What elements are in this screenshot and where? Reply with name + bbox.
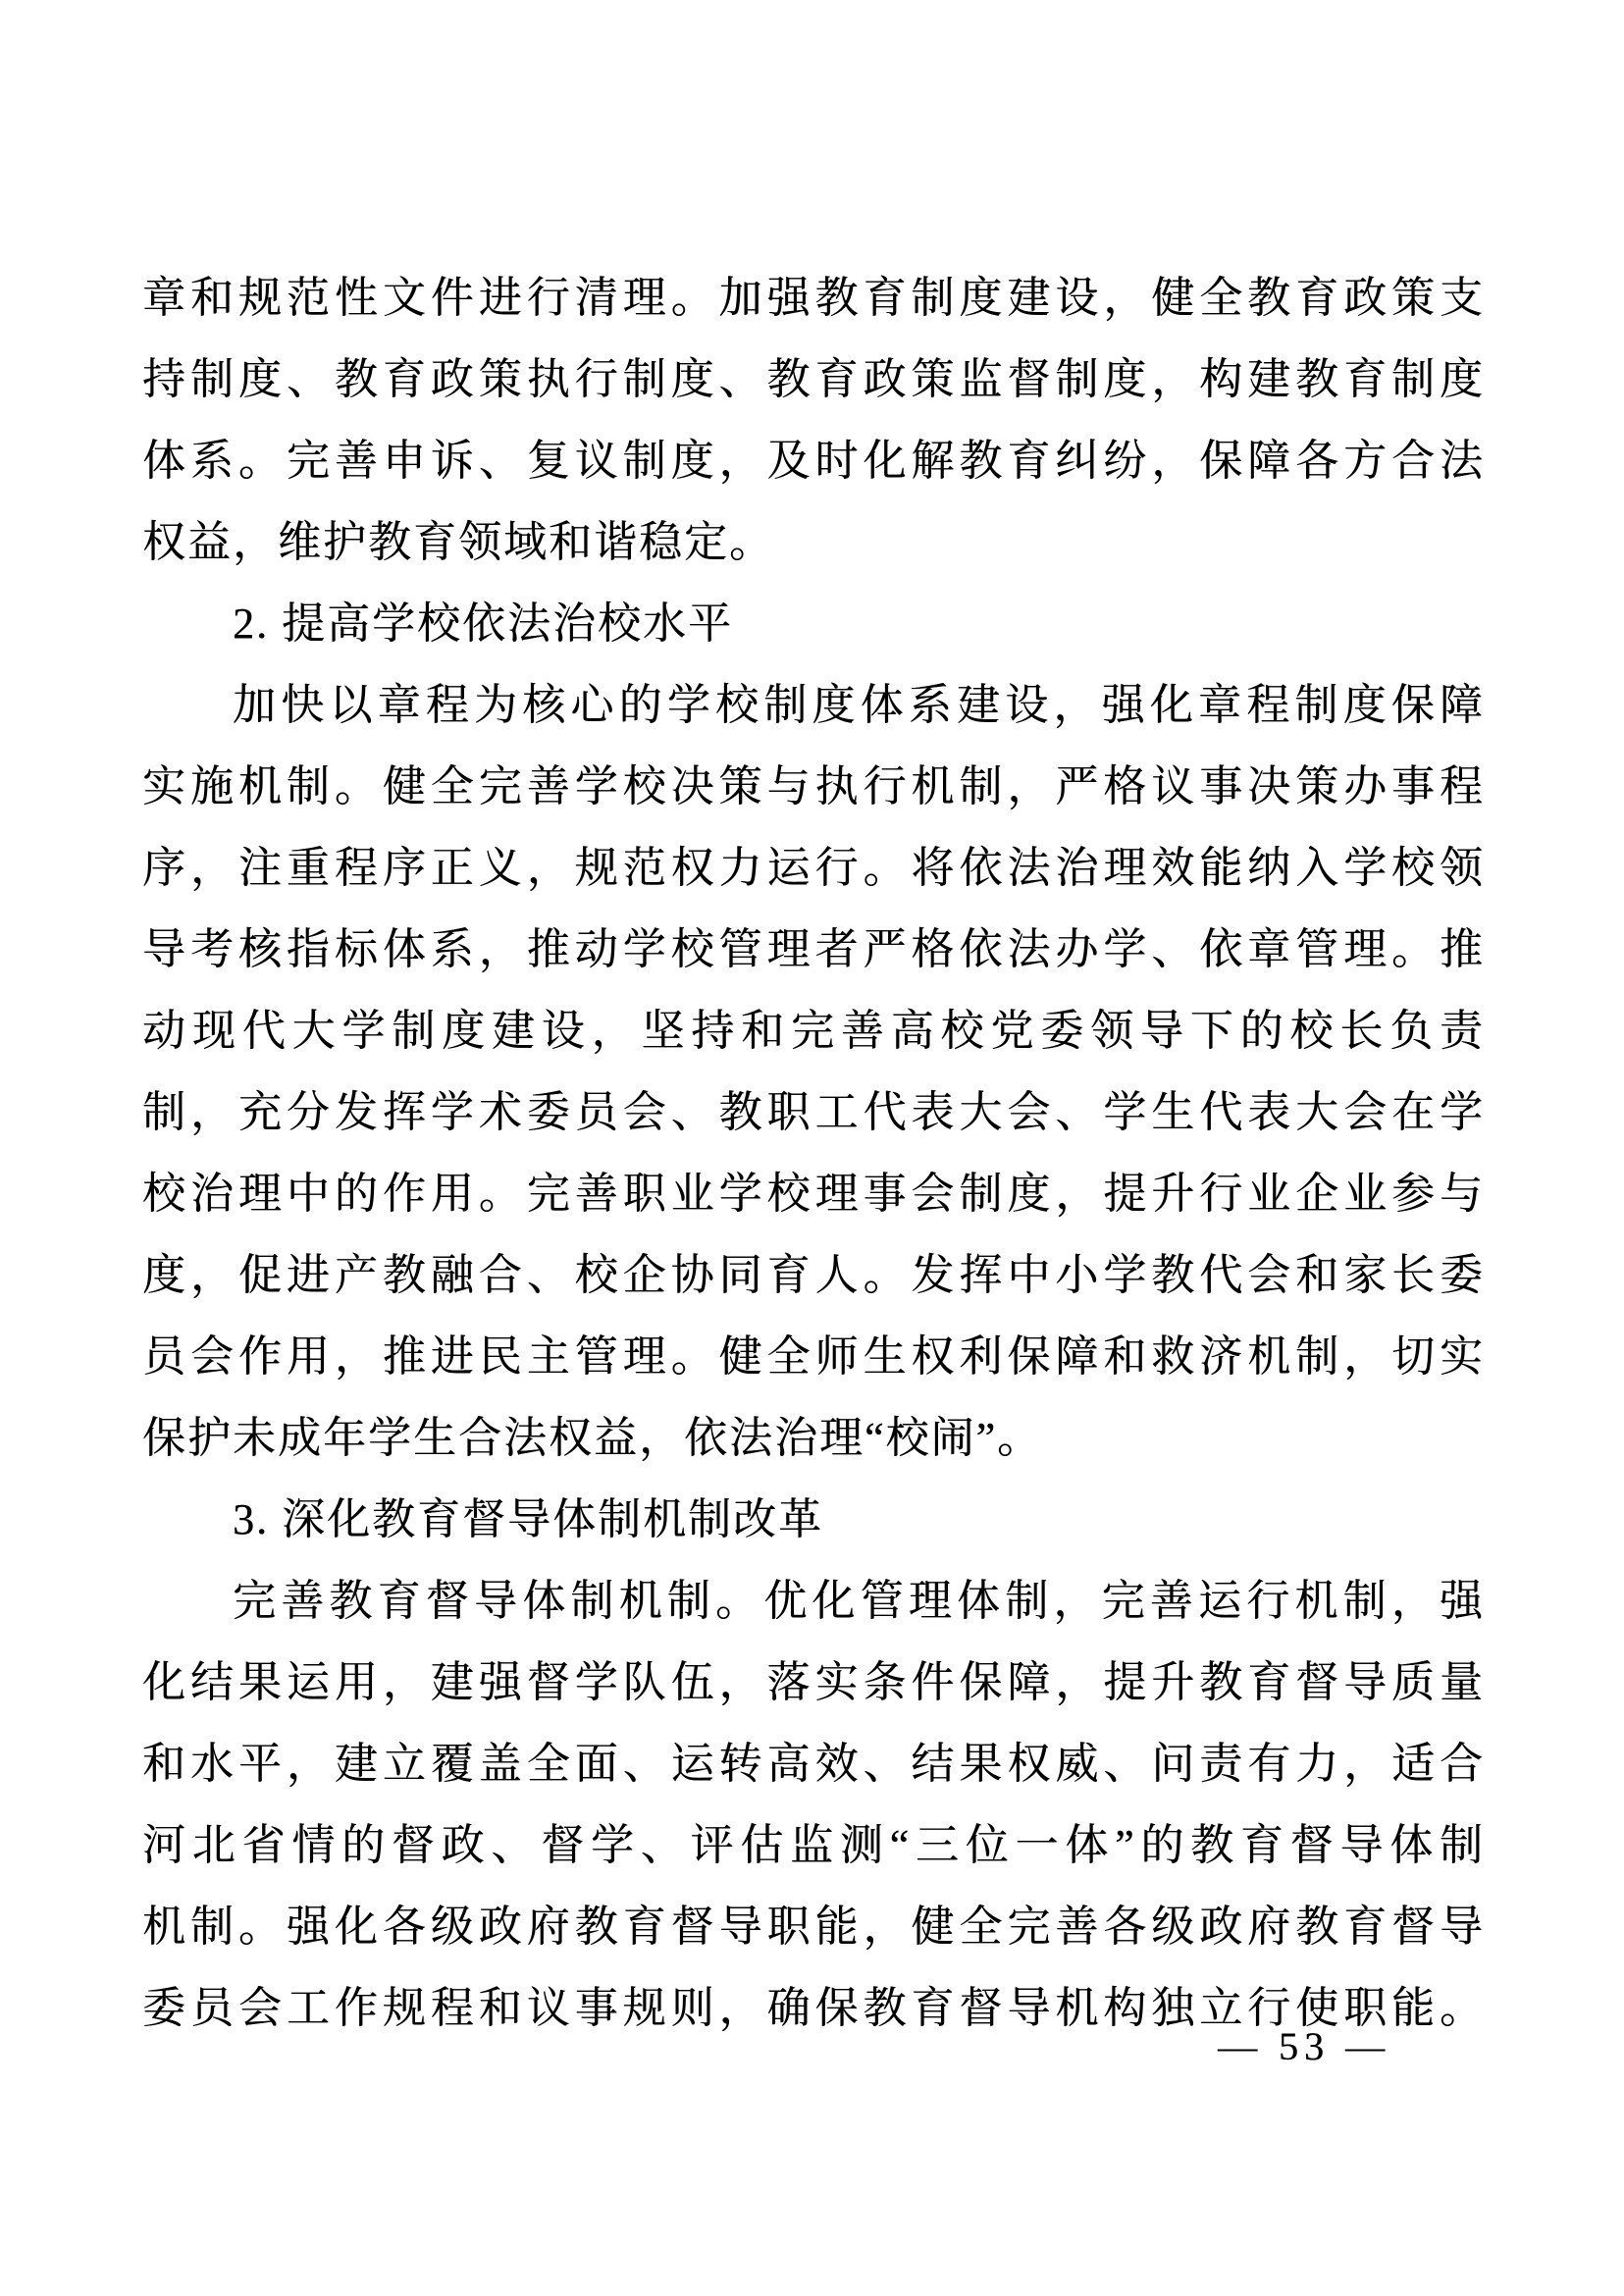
text-line: 动现代大学制度建设，坚持和完善高校党委领导下的校长负责	[142, 1007, 1485, 1055]
text-line: 化结果运用，建强督学队伍，落实条件保障，提升教育督导质量	[142, 1658, 1485, 1706]
text-line: 持制度、教育政策执行制度、教育政策监督制度，构建教育制度	[142, 355, 1485, 403]
text-line: 和水平，建立覆盖全面、运转高效、结果权威、问责有力，适合	[142, 1740, 1485, 1788]
text-line: 保护未成年学生合法权益，依法治理“校闹”。	[142, 1414, 1043, 1462]
text-line: 体系。完善申诉、复议制度，及时化解教育纠纷，保障各方合法	[142, 437, 1485, 485]
text-line: 章和规范性文件进行清理。加强教育制度建设，健全教育政策支	[142, 274, 1485, 322]
text-line: 序，注重程序正义，规范权力运行。将依法治理效能纳入学校领	[142, 844, 1485, 892]
text-line: 权益，维护教育领域和谐稳定。	[142, 518, 774, 566]
section-heading: 2. 提高学校依法治校水平	[233, 600, 733, 648]
text-line: 实施机制。健全完善学校决策与执行机制，严格议事决策办事程	[142, 762, 1485, 810]
document-body	[142, 257, 1485, 2049]
text-line: 完善教育督导体制机制。优化管理体制，完善运行机制，强	[233, 1577, 1485, 1625]
page-number: — 53 —	[1218, 2024, 1390, 2068]
text-line: 员会作用，推进民主管理。健全师生权利保障和救济机制，切实	[142, 1332, 1485, 1381]
section-heading: 3. 深化教育督导体制机制改革	[233, 1495, 823, 1543]
text-line: 河北省情的督政、督学、评估监测“三位一体”的教育督导体制	[142, 1821, 1485, 1869]
text-line: 校治理中的作用。完善职业学校理事会制度，提升行业企业参与	[142, 1170, 1485, 1218]
text-line: 导考核指标体系，推动学校管理者严格依法办学、依章管理。推	[142, 925, 1485, 973]
text-line: 机制。强化各级政府教育督导职能，健全完善各级政府教育督导	[142, 1903, 1485, 1951]
text-line: 制，充分发挥学术委员会、教职工代表大会、学生代表大会在学	[142, 1088, 1485, 1136]
text-line: 委员会工作规程和议事规则，确保教育督导机构独立行使职能。	[142, 1984, 1485, 2032]
text-line: 加快以章程为核心的学校制度体系建设，强化章程制度保障	[233, 681, 1485, 729]
text-line: 度，促进产教融合、校企协同育人。发挥中小学教代会和家长委	[142, 1251, 1485, 1299]
